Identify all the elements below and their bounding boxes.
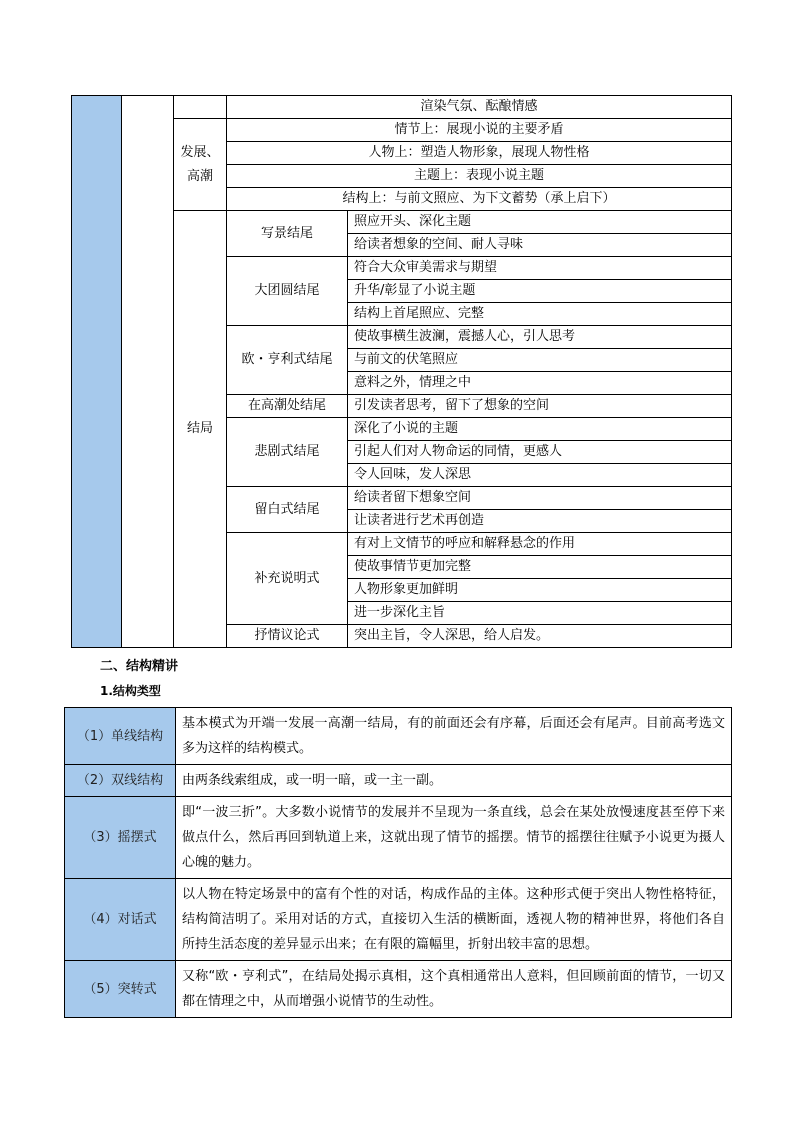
structure-type-description: 由两条线索组成，或一明一暗，或一主一副。 [176, 765, 732, 797]
ending-type: 留白式结尾 [227, 487, 348, 533]
ending-effect: 给读者留下想象空间 [348, 487, 732, 510]
structure-type-description: 以人物在特定场景中的富有个性的对话，构成作品的主体。这种形式便于突出人物性格特征，结构简洁明了。采用对话的方式，直接切入生活的横断面，透视人物的精神世界，将他们各自所持生活态度的差异显示出来；在有限的篇幅里，折射出较丰富的思想。 [176, 879, 732, 961]
empty-cell [174, 96, 227, 119]
ending-effect: 使故事情节更加完整 [348, 556, 732, 579]
table-cell: 主题上：表现小说主题 [227, 165, 732, 188]
ending-effect: 突出主旨，令人深思，给人启发。 [348, 625, 732, 648]
table-cell: 结构上：与前文照应、为下文蓄势（承上启下） [227, 188, 732, 211]
ending-effect: 令人回味，发人深思 [348, 464, 732, 487]
ending-type: 在高潮处结尾 [227, 395, 348, 418]
structure-type-description: 又称“欧・亨利式”，在结局处揭示真相，这个真相通常出人意料，但回顾前面的情节，一切又都在情理之中，从而增强小说情节的生动性。 [176, 961, 732, 1018]
ending-effect: 让读者进行艺术再创造 [348, 510, 732, 533]
ending-type: 写景结尾 [227, 211, 348, 257]
ending-effect: 给读者想象的空间、耐人寻味 [348, 234, 732, 257]
ending-effect: 人物形象更加鲜明 [348, 579, 732, 602]
ending-effect: 深化了小说的主题 [348, 418, 732, 441]
ending-type: 补充说明式 [227, 533, 348, 625]
blue-side-column [72, 96, 122, 648]
ending-effect: 引起人们对人物命运的同情，更感人 [348, 441, 732, 464]
table-cell: 情节上：展现小说的主要矛盾 [227, 119, 732, 142]
ending-effect: 有对上文情节的呼应和解释悬念的作用 [348, 533, 732, 556]
ending-effect: 与前文的伏笔照应 [348, 349, 732, 372]
ending-effect: 意料之外，情理之中 [348, 372, 732, 395]
ending-type: 悲剧式结尾 [227, 418, 348, 487]
ending-effect: 照应开头、深化主题 [348, 211, 732, 234]
ending-type: 大团圆结尾 [227, 257, 348, 326]
ending-type: 抒情议论式 [227, 625, 348, 648]
empty-column [122, 96, 174, 648]
structure-type-label: （5）突转式 [65, 961, 176, 1018]
ending-effect: 升华/彰显了小说主题 [348, 280, 732, 303]
ending-effect: 结构上首尾照应、完整 [348, 303, 732, 326]
section-heading: 二、结构精讲 [100, 659, 179, 674]
structure-types-table [64, 707, 732, 1018]
ending-effect: 进一步深化主旨 [348, 602, 732, 625]
table-row [65, 797, 732, 879]
table-row [65, 961, 732, 1018]
table-row [65, 879, 732, 961]
story-structure-table [71, 95, 732, 648]
structure-type-label: （4）对话式 [65, 879, 176, 961]
structure-type-label: （2）双线结构 [65, 765, 176, 797]
structure-type-description: 即“一波三折”。大多数小说情节的发展并不呈现为一条直线，总会在某处放慢速度甚至停下来做点什么，然后再回到轨道上来，这就出现了情节的摇摆。情节的摇摆往往赋予小说更为摄人心魄的魅力。 [176, 797, 732, 879]
ending-effect: 使故事横生波澜，震撼人心，引人思考 [348, 326, 732, 349]
structure-type-label: （1）单线结构 [65, 708, 176, 765]
subheading: 1.结构类型 [100, 684, 161, 698]
ending-effect: 引发读者思考，留下了想象的空间 [348, 395, 732, 418]
table-row [65, 765, 732, 797]
structure-type-description: 基本模式为开端一发展一高潮一结局，有的前面还会有序幕，后面还会有尾声。目前高考选文多为这样的结构模式。 [176, 708, 732, 765]
development-label [174, 119, 227, 211]
ending-label: 结局 [174, 211, 227, 648]
development-label-line: 发展、 [180, 144, 220, 160]
ending-type: 欧・亨利式结尾 [227, 326, 348, 395]
table-row [65, 708, 732, 765]
table-cell: 渲染气氛、酝酿情感 [227, 96, 732, 119]
ending-effect: 符合大众审美需求与期望 [348, 257, 732, 280]
table-cell: 人物上：塑造人物形象，展现人物性格 [227, 142, 732, 165]
development-label-line: 高潮 [186, 168, 213, 184]
structure-type-label: （3）摇摆式 [65, 797, 176, 879]
